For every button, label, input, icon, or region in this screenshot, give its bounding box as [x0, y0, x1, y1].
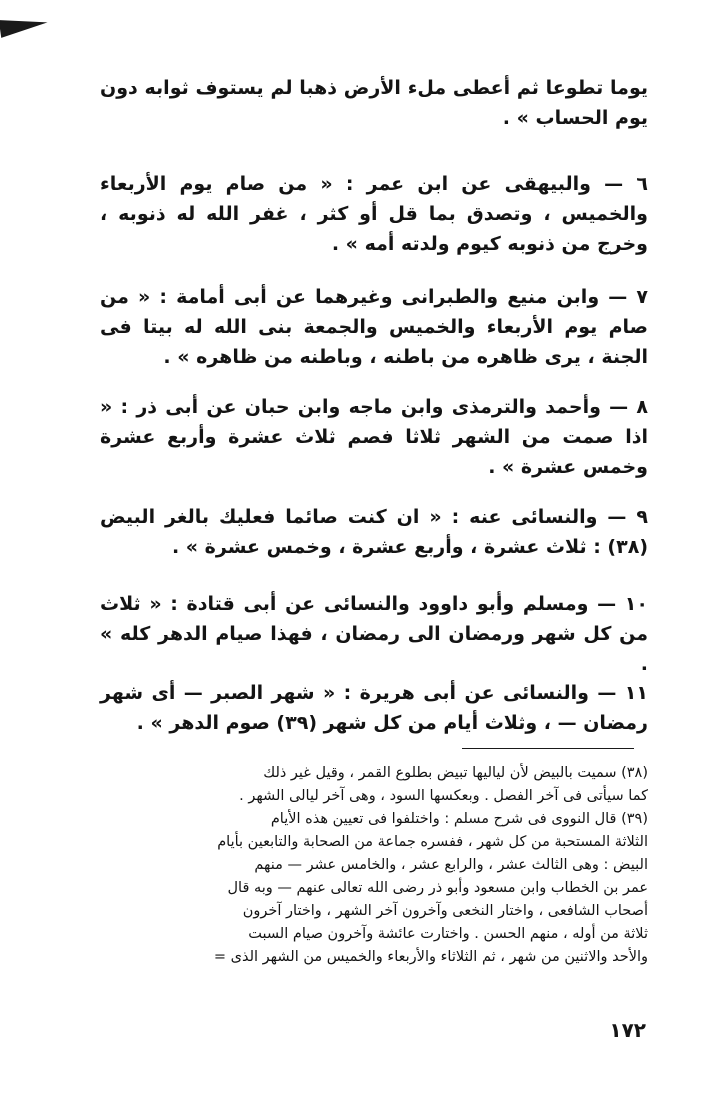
footnote-line: كما سيأتى فى آخر الفصل . وبعكسها السود ، وهى آخر ليالى الشهر . — [239, 788, 648, 804]
footnotes — [100, 762, 648, 969]
hadith-paragraph-7: ٧ — وابن منيع والطبرانى وغيرهما عن أبى أمامة : « من صام يوم الأربعاء والخميس والجمعة بنى الله له بيتا فى الجنة ، يرى ظاهره من باطنه ، وباطنه من ظاهره » . — [100, 286, 648, 368]
hadith-paragraph-6: ٦ — والبيهقى عن ابن عمر : « من صام يوم الأربعاء والخميس ، وتصدق بما قل أو كثر ، غفر الله له ذنوبه ، وخرج من ذنوبه كيوم ولدته أمه » . — [100, 173, 648, 255]
footnote-line: عمر بن الخطاب وابن مسعود وأبو ذر رضى الله تعالى عنهم — وبه قال — [227, 880, 648, 896]
footnote-separator — [462, 748, 634, 749]
page-corner-mark — [0, 13, 49, 38]
footnote-line: ثلاثة من أوله ، منهم الحسن . واختارت عائشة وآخرون صيام السبت — [248, 926, 648, 942]
footnote-line: أصحاب الشافعى ، واختار النخعى وآخرون آخر الشهر ، واختار آخرون — [242, 903, 648, 919]
hadith-paragraph-8: ٨ — وأحمد والترمذى وابن ماجه وابن حبان عن أبى ذر : « اذا صمت من الشهر ثلاثا فصم ثلاث عشرة وأربع عشرة وخمس عشرة » . — [100, 396, 648, 478]
hadith-paragraph-9: ٩ — والنسائى عنه : « ان كنت صائما فعليك بالغر البيض (٣٨) : ثلاث عشرة ، وأربع عشرة ، وخمس عشرة » . — [100, 506, 648, 558]
paragraph-continuation: يوما تطوعا ثم أعطى ملء الأرض ذهبا لم يستوف ثوابه دون يوم الحساب » . — [100, 77, 648, 129]
footnote-line: (٣٩) قال النووى فى شرح مسلم : واختلفوا فى تعيين هذه الأيام — [270, 811, 648, 827]
footnote-line: (٣٨) سميت بالبيض لأن لياليها تبيض بطلوع القمر ، وقيل غير ذلك — [263, 765, 648, 781]
footnote-line: البيض : وهى الثالث عشر ، والرابع عشر ، والخامس عشر — منهم — [254, 857, 648, 873]
hadith-paragraph-11: ١١ — والنسائى عن أبى هريرة : « شهر الصبر — أى شهر رمضان — ، وثلاث أيام من كل شهر (٣٩) صوم الدهر » . — [100, 682, 648, 734]
footnote-line: والأحد والاثنين من شهر ، ثم الثلاثاء والأربعاء والخميس من الشهر الذى = — [213, 949, 648, 965]
page-number: ١٧٢ — [609, 1018, 646, 1042]
hadith-paragraph-10: ١٠ — ومسلم وأبو داوود والنسائى عن أبى قتادة : « ثلاث من كل شهر ورمضان الى رمضان ، فهذا صيام الدهر كله » . — [100, 593, 648, 675]
footnote-line: الثلاثة المستحبة من كل شهر ، ففسره جماعة من الصحابة والتابعين بأيام — [217, 834, 648, 850]
